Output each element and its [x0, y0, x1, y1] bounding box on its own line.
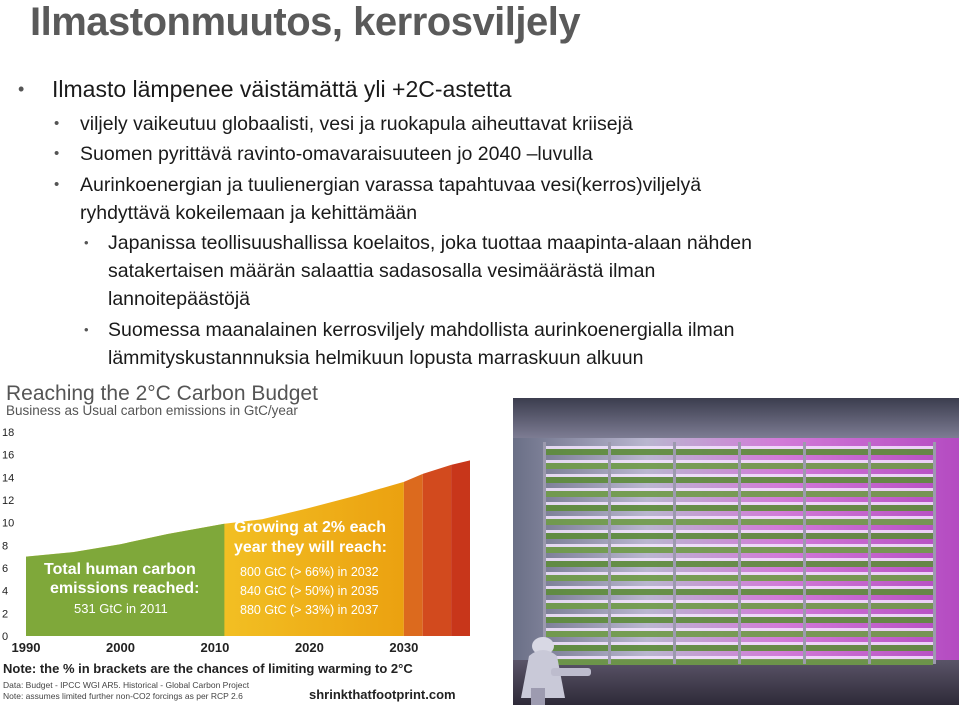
right-annotation-value-1: 800 GtC (> 66%) in 2032	[240, 565, 379, 579]
bullet-text: Suomessa maanalainen kerrosviljely mahdollista aurinkoenergialla ilman	[108, 319, 735, 341]
left-annotation-line1: Total human carbon	[44, 561, 196, 578]
x-tick-label: 2000	[106, 640, 135, 655]
bullet-text: viljely vaikeutuu globaalisti, vesi ja ruokapula aiheuttavat kriisejä	[80, 113, 633, 135]
bullet-text: Ilmasto lämpenee väistämättä yli +2C-astetta	[52, 76, 512, 102]
chart-subtitle: Business as Usual carbon emissions in GtC/year	[6, 403, 298, 418]
y-tick-label: 6	[2, 563, 9, 575]
bullet-item-1	[18, 76, 512, 103]
chart-source: Data: Budget - IPCC WGI AR5. Historical - Global Carbon Project	[3, 680, 250, 690]
rack-post	[803, 442, 806, 664]
right-annotation-line2: year they will reach:	[234, 539, 387, 556]
rack-post	[608, 442, 611, 664]
bullet-item-5	[84, 232, 752, 255]
chart-note: Note: the % in brackets are the chances of limiting warming to 2°C	[3, 661, 413, 676]
x-tick-label: 1990	[11, 640, 41, 655]
bullet-item-3	[54, 143, 593, 166]
left-annotation-value: 531 GtC in 2011	[74, 601, 168, 616]
rack-post	[673, 442, 676, 664]
bullet-item-4	[54, 174, 702, 197]
x-tick-label: 2010	[200, 640, 230, 655]
y-tick-label: 10	[2, 517, 15, 530]
bullet-item-6	[84, 319, 735, 342]
bullet-text: ryhdyttävä kokeilemaan ja kehittämään	[80, 202, 418, 224]
x-tick-label: 2020	[294, 640, 324, 655]
bullet-text: Japanissa teollisuushallissa koelaitos, joka tuottaa maapinta-alaan nähden	[108, 232, 752, 254]
x-tick-label: 2030	[389, 640, 419, 655]
right-annotation-value-2: 840 GtC (> 50%) in 2035	[240, 584, 379, 598]
rack-post	[933, 442, 936, 664]
carbon-budget-chart	[0, 379, 480, 705]
slide-title: Ilmastonmuutos, kerrosviljely	[30, 0, 581, 44]
y-tick-label: 8	[2, 540, 9, 553]
x-axis-ticks	[12, 640, 419, 655]
bullet-dot: •	[54, 145, 60, 162]
rack-post	[868, 442, 871, 664]
y-tick-label: 16	[2, 449, 15, 462]
bullet-text: lannoitepäästöjä	[108, 288, 251, 310]
left-annotation-line2: emissions reached:	[50, 580, 200, 597]
bullet-item-5-cont2	[108, 288, 250, 311]
right-annotation-line1: Growing at 2% each	[234, 519, 387, 536]
bullet-text: Suomen pyrittävä ravinto-omavaraisuuteen jo 2040 –luvulla	[80, 143, 593, 165]
bullet-item-6-cont	[108, 347, 643, 370]
y-tick-label: 4	[2, 585, 9, 598]
y-tick-label: 0	[2, 631, 9, 643]
bullet-dot: •	[54, 176, 60, 193]
bullet-dot: •	[84, 235, 89, 250]
chart-credit: shrinkthatfootprint.com	[309, 687, 456, 702]
rack-post	[738, 442, 741, 664]
bullet-text: lämmityskustannnuksia helmikuun lopusta marraskuun alkuun	[108, 347, 644, 369]
bullet-dot: •	[84, 322, 89, 337]
y-tick-label: 18	[2, 427, 15, 439]
bullet-item-2	[54, 113, 633, 136]
y-tick-label: 2	[2, 608, 9, 621]
y-tick-label: 14	[2, 472, 15, 485]
bullet-item-5-cont	[108, 260, 655, 283]
rack-post	[543, 442, 546, 664]
y-axis-ticks	[2, 427, 14, 643]
bullet-text: Aurinkoenergian ja tuulienergian varassa tapahtuvaa vesi(kerros)viljelyä	[80, 174, 702, 196]
bullet-item-4-cont	[80, 202, 417, 225]
bullet-text: satakertaisen määrän salaattia sadasosalla vesimäärästä ilman	[108, 260, 656, 282]
y-tick-label: 12	[2, 495, 15, 507]
chart-title: Reaching the 2°C Carbon Budget	[6, 382, 318, 405]
right-annotation-value-3: 880 GtC (> 33%) in 2037	[240, 603, 379, 617]
bullet-dot: •	[54, 115, 60, 132]
bullet-dot: •	[18, 79, 25, 99]
chart-source-2: Note: assumes limited further non-CO2 forcings as per RCP 2.6	[3, 691, 243, 701]
vertical-farm-photo	[513, 398, 959, 705]
